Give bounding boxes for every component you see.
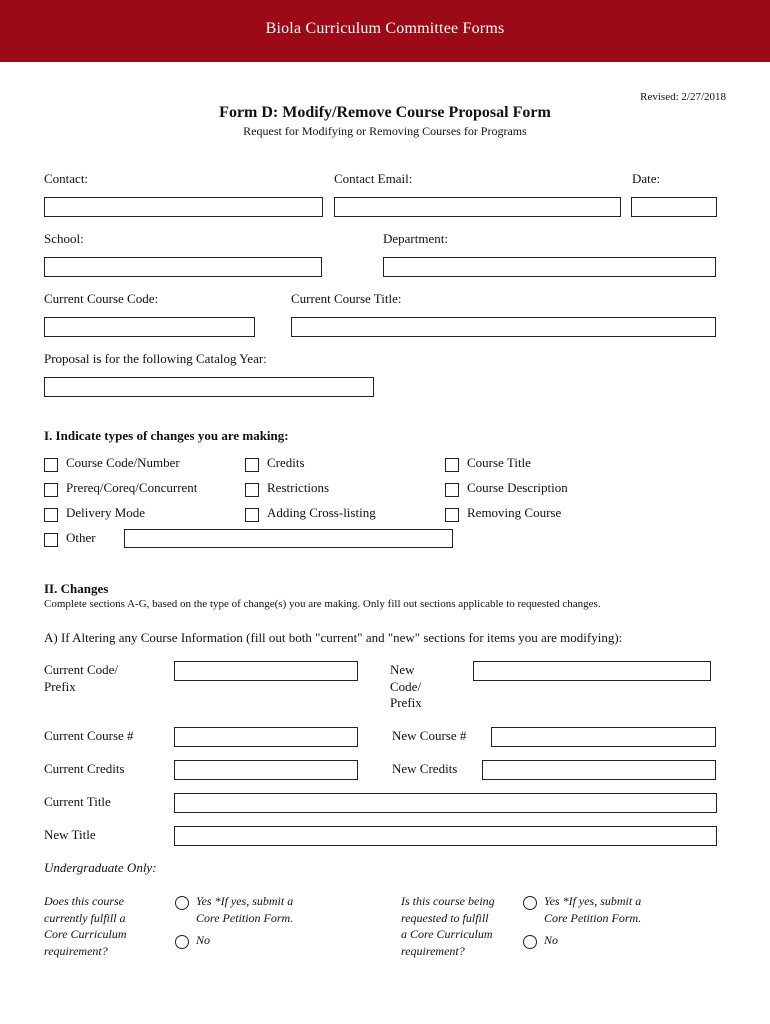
question-line: Core Curriculum — [44, 927, 127, 941]
new-credits-label: New Credits — [392, 761, 458, 776]
current-credits-label: Current Credits — [44, 761, 125, 776]
catalog-year-field[interactable] — [44, 377, 374, 397]
contact-field[interactable] — [44, 197, 323, 217]
section-2-heading: II. Changes — [44, 581, 109, 596]
current-course-title-field[interactable] — [291, 317, 716, 337]
label-line: Current Code/ — [44, 662, 119, 677]
checkbox-restrictions[interactable] — [245, 483, 259, 497]
current-title-field[interactable] — [174, 793, 717, 813]
department-field[interactable] — [383, 257, 716, 277]
checkbox-removing-course[interactable] — [445, 508, 459, 522]
q1-yes-label — [196, 893, 293, 926]
school-field[interactable] — [44, 257, 322, 277]
checkbox-label: Course Code/Number — [66, 455, 180, 470]
current-code-field[interactable] — [174, 661, 358, 681]
yes-line: Core Petition Form. — [196, 910, 294, 925]
q2-yes-label — [544, 893, 641, 926]
label-line: Prefix — [390, 695, 422, 710]
q1-no-radio[interactable] — [175, 935, 189, 949]
form-title: Form D: Modify/Remove Course Proposal Form — [219, 104, 551, 121]
checkbox-label: Other — [66, 530, 96, 545]
current-course-number-label: Current Course # — [44, 728, 134, 743]
checkbox-prereq[interactable] — [44, 483, 58, 497]
question-line: currently fulfill a — [44, 910, 126, 925]
new-code-field[interactable] — [473, 661, 711, 681]
current-title-label: Current Title — [44, 794, 111, 809]
checkbox-label: Delivery Mode — [66, 505, 146, 520]
new-course-number-field[interactable] — [491, 727, 716, 747]
question-line: requested to fulfill — [401, 910, 489, 925]
new-title-field[interactable] — [174, 826, 717, 846]
checkbox-course-description[interactable] — [445, 483, 459, 497]
new-code-label — [390, 662, 422, 712]
contact-email-label: Contact Email: — [334, 171, 413, 186]
label-line: Code/ — [390, 678, 422, 694]
part-a-heading: A) If Altering any Course Information (fill out both "current" and "new" sections for items you are modifying): — [44, 630, 623, 645]
checkbox-label: Prereq/Coreq/Concurrent — [66, 480, 198, 495]
checkbox-label: Removing Course — [467, 505, 562, 520]
label-line: Prefix — [44, 678, 76, 694]
question-line: a Core Curriculum — [401, 927, 493, 941]
yes-line: Core Petition Form. — [544, 910, 642, 925]
header-title: Biola Curriculum Committee Forms — [265, 20, 505, 37]
question-line: Does this course — [44, 894, 124, 908]
current-course-code-label: Current Course Code: — [44, 291, 159, 306]
contact-label: Contact: — [44, 171, 89, 186]
checkbox-label: Course Description — [467, 480, 568, 495]
yes-line: Yes *If yes, submit a — [544, 894, 642, 908]
q2-no-label: No — [544, 933, 559, 947]
school-label: School: — [44, 231, 84, 246]
checkbox-label: Course Title — [467, 455, 531, 470]
checkbox-credits[interactable] — [245, 458, 259, 472]
new-title-label: New Title — [44, 827, 96, 842]
current-code-label — [44, 662, 118, 695]
checkbox-label: Restrictions — [267, 480, 330, 495]
checkbox-label: Credits — [267, 455, 305, 470]
q1-no-label: No — [196, 933, 211, 947]
current-course-code-field[interactable] — [44, 317, 255, 337]
question-line: requirement? — [44, 943, 108, 958]
q1-yes-radio[interactable] — [175, 896, 189, 910]
q2-yes-radio[interactable] — [523, 896, 537, 910]
current-course-title-label: Current Course Title: — [291, 291, 402, 306]
section-2-note: Complete sections A-G, based on the type of change(s) you are making. Only fill out sections applicable to requested changes. — [44, 598, 601, 610]
other-field[interactable] — [124, 529, 453, 548]
section-1-heading: I. Indicate types of changes you are making: — [44, 428, 289, 443]
yes-line: Yes *If yes, submit a — [196, 894, 294, 908]
label-line: New — [390, 662, 415, 677]
catalog-year-label: Proposal is for the following Catalog Year: — [44, 351, 267, 366]
checkbox-course-title[interactable] — [445, 458, 459, 472]
form-subtitle: Request for Modifying or Removing Courses for Programs — [243, 124, 527, 138]
current-course-number-field[interactable] — [174, 727, 358, 747]
revised-date: Revised: 2/27/2018 — [640, 91, 726, 103]
checkbox-label: Adding Cross-listing — [267, 505, 376, 520]
header-bar — [0, 0, 770, 62]
new-course-number-label: New Course # — [392, 728, 467, 743]
core-question-2 — [401, 893, 495, 959]
department-label: Department: — [383, 231, 448, 246]
contact-email-field[interactable] — [334, 197, 621, 217]
question-line: Is this course being — [401, 894, 495, 908]
q2-no-radio[interactable] — [523, 935, 537, 949]
checkbox-delivery-mode[interactable] — [44, 508, 58, 522]
current-credits-field[interactable] — [174, 760, 358, 780]
undergraduate-only-label: Undergraduate Only: — [44, 860, 157, 875]
checkbox-cross-listing[interactable] — [245, 508, 259, 522]
checkbox-course-code[interactable] — [44, 458, 58, 472]
question-line: requirement? — [401, 943, 465, 958]
checkbox-other[interactable] — [44, 533, 58, 547]
date-label: Date: — [632, 171, 661, 186]
new-credits-field[interactable] — [482, 760, 716, 780]
date-field[interactable] — [631, 197, 717, 217]
core-question-1 — [44, 893, 127, 959]
